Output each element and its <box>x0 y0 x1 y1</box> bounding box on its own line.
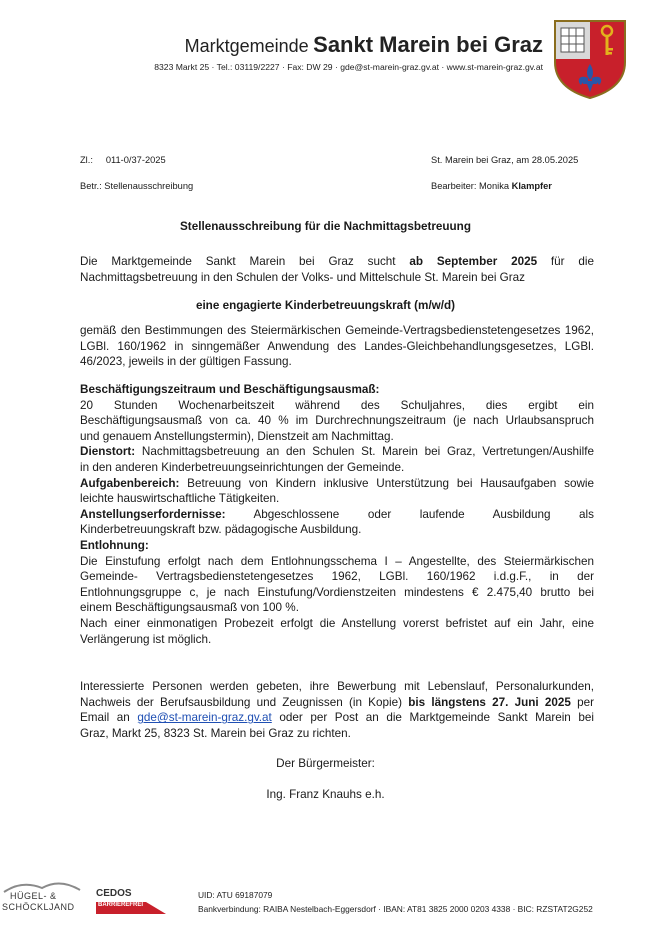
anstellung-line: Kinderbetreuungskraft bzw. pädagogische Ausbildung. <box>80 523 362 537</box>
letterhead-title <box>0 32 543 58</box>
subject-line: Betr.: Stellenausschreibung <box>80 181 194 191</box>
law-paragraph <box>80 323 594 370</box>
aufgaben-line: leichte hauswirtschaftliche Tätigkeiten. <box>80 492 280 506</box>
application-paragraph <box>80 679 594 741</box>
dienstort-line: Dienstort: Nachmittagsbetreuung an den Schulen St. Marein bei Graz, Vertretungen/Aushilfe <box>80 445 594 459</box>
law-line: gemäß den Bestimmungen des Steiermärkischen Gemeinde-Vertragsbedienstetengesetzes 1962, <box>80 324 594 337</box>
signature: Ing. Franz Knauhs e.h. <box>266 788 385 801</box>
zeitraum-line: Beschäftigungsausmaß von ca. 40 % im Durchrechnungszeitraum (je nach Urlaubsanspruch <box>80 414 594 428</box>
reference-label: Zl.: <box>80 155 93 165</box>
huegelland-logo <box>2 878 82 920</box>
email-link[interactable]: gde@st-marein-graz.gv.at <box>137 711 272 725</box>
entlohnung-line: Entlohnungsgruppe c, je nach Einstufung/Vordienstzeiten mindestens € 2.475,40 brutto bei <box>80 585 594 599</box>
probe-line: Verlängerung ist möglich. <box>80 632 212 646</box>
section-heading-zeitraum: Beschäftigungszeitraum und Beschäftigungsausmaß: <box>80 383 380 396</box>
apply-line: Graz, Markt 25, 8323 St. Marein bei Graz zu richten. <box>80 726 351 740</box>
entlohnung-line: einem Beschäftigungsausmaß von 100 %. <box>80 601 299 615</box>
deadline: bis längstens 27. Juni 2025 <box>408 695 571 709</box>
contact-prefix: 8323 Markt 25 · Tel.: 03119/2227 · Fax: DW 29 · <box>154 62 341 72</box>
org-prefix: Marktgemeinde <box>184 36 309 56</box>
probe-line: Nach einer einmonatigen Probezeit erfolgt die Anstellung vorerst befristet auf ein Jahr, eine <box>80 616 594 630</box>
reference-value: 011-0/37-2025 <box>105 155 166 165</box>
cedos-sub: BARRIEREFREI <box>98 902 144 908</box>
aufgaben-line: Aufgabenbereich: Betreuung von Kindern inklusive Unterstützung bei Hausaufgaben sowie <box>80 476 594 490</box>
start-date: ab September 2025 <box>409 255 538 268</box>
huegelland-line-2: SCHÖCKLJAND <box>2 902 75 912</box>
huegelland-line-1: HÜGEL- & <box>10 891 57 901</box>
coat-of-arms-icon <box>552 18 628 100</box>
cedos-name: CEDOS <box>96 888 132 899</box>
dienstort-line: in den anderen Kinderbetreuungseinrichtungen der Gemeinde. <box>80 460 405 474</box>
entlohnung-line: Die Einstufung erfolgt nach dem Entlohnungsschema I – Angestellte, des Steiermärkischen <box>80 554 594 568</box>
clerk-label: Bearbeiter: Monika <box>431 181 512 191</box>
contact-email[interactable]: gde@st-marein-graz.gv.at <box>340 62 440 72</box>
clerk-name: Klampfer <box>511 181 552 191</box>
document-title: Stellenausschreibung für die Nachmittagsbetreuung <box>180 220 471 233</box>
anstellung-line: Anstellungserfordernisse: Abgeschlossene oder laufende Ausbildung als <box>80 507 594 521</box>
law-line: LGBl. 160/1962 in sinngemäßer Anwendung des Landes-Gleichbehandlungsgesetzes, LGBl. <box>80 339 594 353</box>
section-heading-anstellung: Anstellungserfordernisse: <box>80 507 226 521</box>
letterhead-contact <box>0 62 543 72</box>
position-subtitle: eine engagierte Kinderbetreuungskraft (m/w/d) <box>195 299 456 312</box>
cedos-logo <box>96 888 168 918</box>
clerk-line <box>431 181 552 191</box>
reference-number <box>80 155 166 165</box>
apply-line: Nachweis der Berufsausbildung und Zeugnissen (in Kopie) bis längstens 27. Juni 2025 per <box>80 695 594 709</box>
zeitraum-line: und genauem Anstellungstermin), Dienstzeit am Nachmittag. <box>80 429 394 443</box>
org-name: Sankt Marein bei Graz <box>313 32 543 57</box>
section-heading-dienstort: Dienstort: <box>80 445 136 459</box>
contact-suffix: · www.st-marein-graz.gv.at <box>439 62 543 72</box>
job-details <box>80 382 594 647</box>
intro-line-1: Die Marktgemeinde Sankt Marein bei Graz sucht ab September 2025 für die <box>80 255 594 268</box>
entlohnung-line: Gemeinde- Vertragsbedienstetengesetzes 1962, LGBl. 160/1962 i.d.g.F., in der <box>80 570 594 584</box>
closing: Der Bürgermeister: <box>276 757 375 770</box>
footer-bank: Bankverbindung: RAIBA Nestelbach-Eggersdorf · IBAN: AT81 3825 2000 0203 4338 · BIC: RZSTAT2G252 <box>198 904 593 914</box>
law-line: 46/2023, jeweils in der gültigen Fassung. <box>80 355 292 369</box>
place-date: St. Marein bei Graz, am 28.05.2025 <box>431 155 579 165</box>
apply-line: Email an gde@st-marein-graz.gv.at oder per Post an die Marktgemeinde Sankt Marein bei <box>80 711 594 725</box>
intro-line-2: Nachmittagsbetreuung in den Schulen der Volks- und Mittelschule St. Marein bei Graz <box>80 270 526 284</box>
intro-paragraph <box>80 254 594 285</box>
section-heading-aufgaben: Aufgabenbereich: <box>80 476 180 490</box>
footer-uid: UID: ATU 69187079 <box>198 890 273 900</box>
apply-line: Interessierte Personen werden gebeten, ihre Bewerbung mit Lebenslauf, Personalurkunden, <box>80 680 594 693</box>
zeitraum-line: 20 Stunden Wochenarbeitszeit während des Schuljahres, dies ergibt ein <box>80 398 594 412</box>
section-heading-entlohnung: Entlohnung: <box>80 538 149 552</box>
